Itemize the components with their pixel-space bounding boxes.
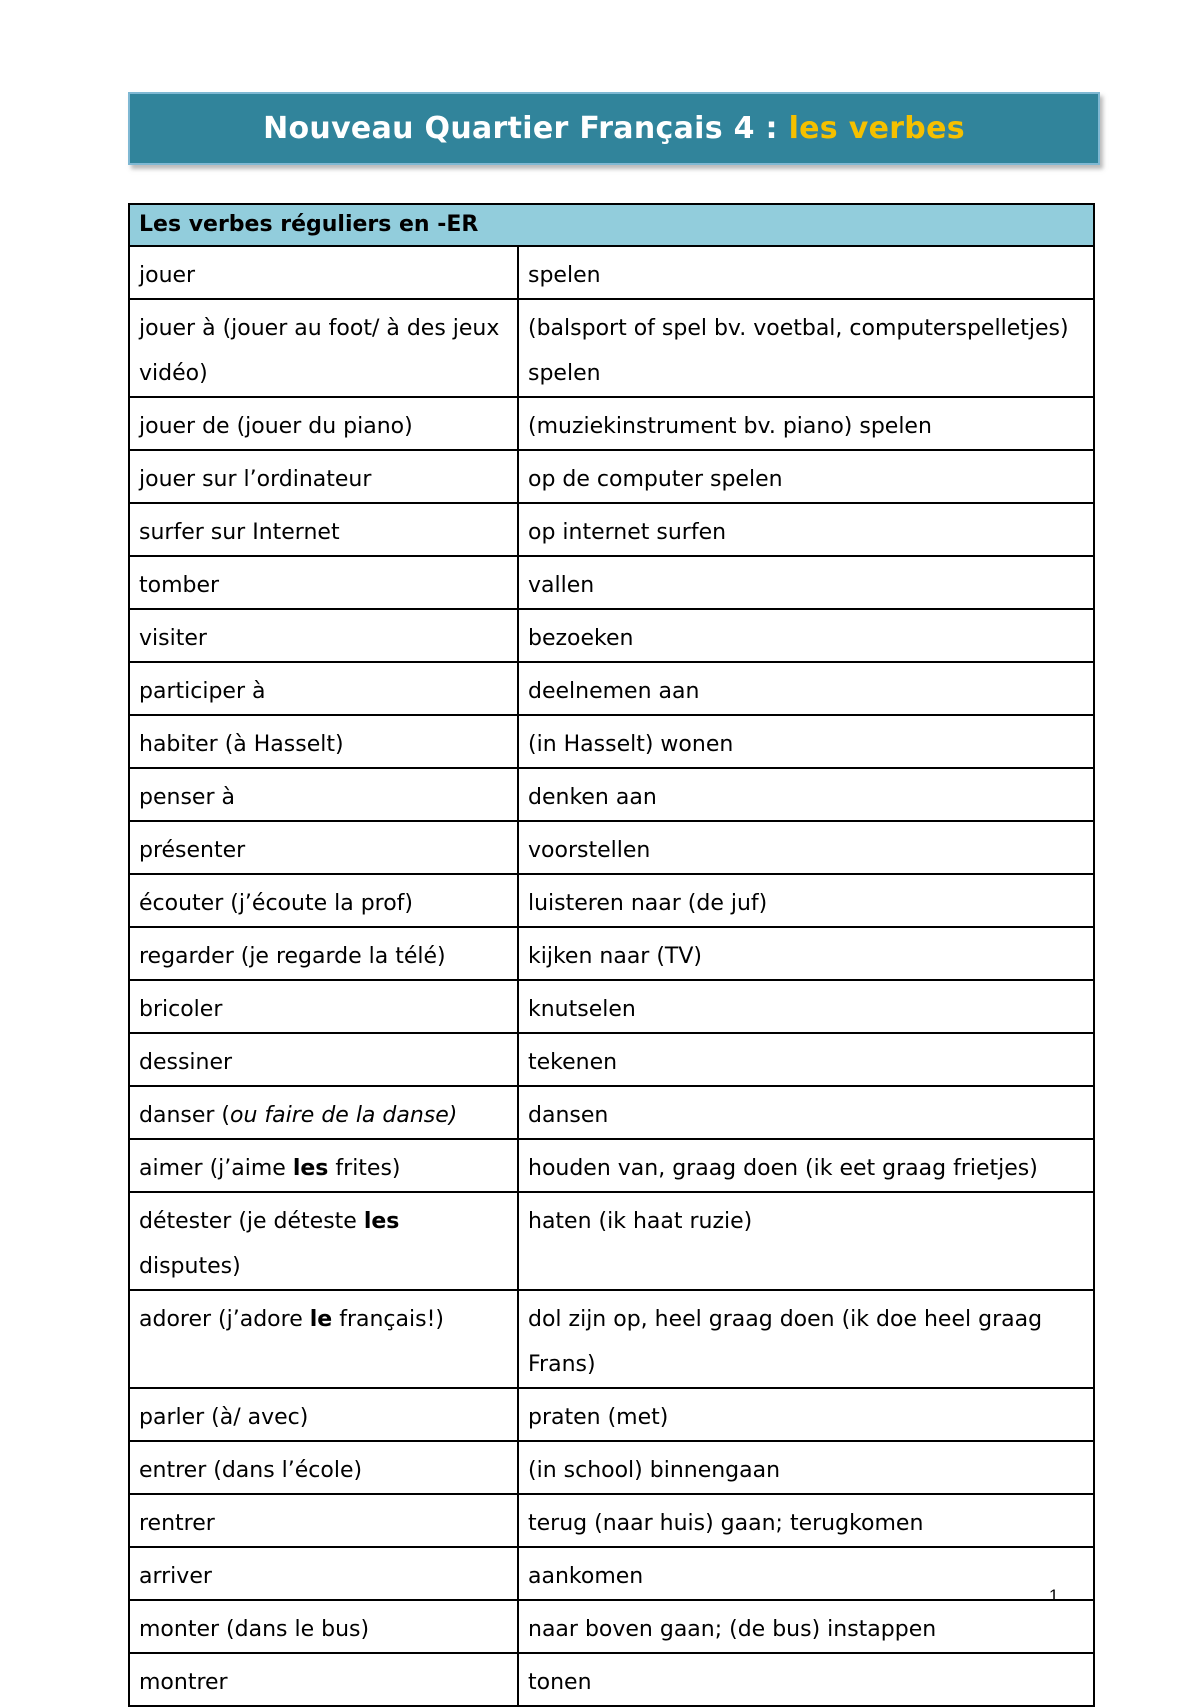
table-row bbox=[129, 1086, 1094, 1139]
table-row bbox=[129, 397, 1094, 450]
verb-text: danser ( bbox=[139, 1103, 231, 1128]
table-row bbox=[129, 1600, 1094, 1653]
dutch-translation: op de computer spelen bbox=[518, 450, 1094, 503]
title-main: Nouveau Quartier Français 4 : bbox=[263, 111, 789, 146]
table-row bbox=[129, 1290, 1094, 1388]
dutch-translation: dansen bbox=[518, 1086, 1094, 1139]
table-row bbox=[129, 609, 1094, 662]
french-verb: penser à bbox=[129, 768, 518, 821]
table-row bbox=[129, 1388, 1094, 1441]
dutch-translation: kijken naar (TV) bbox=[518, 927, 1094, 980]
dutch-translation: (in Hasselt) wonen bbox=[518, 715, 1094, 768]
french-verb: montrer bbox=[129, 1653, 518, 1706]
verb-text-end: frites) bbox=[328, 1156, 401, 1181]
verb-text: détester (je déteste bbox=[139, 1209, 364, 1234]
dutch-translation: tonen bbox=[518, 1653, 1094, 1706]
dutch-translation: praten (met) bbox=[518, 1388, 1094, 1441]
french-verb bbox=[129, 1086, 518, 1139]
table-row bbox=[129, 299, 1094, 397]
french-verb: écouter (j’écoute la prof) bbox=[129, 874, 518, 927]
french-verb: entrer (dans l’école) bbox=[129, 1441, 518, 1494]
dutch-translation: terug (naar huis) gaan; terugkomen bbox=[518, 1494, 1094, 1547]
dutch-translation: dol zijn op, heel graag doen (ik doe heel graag Frans) bbox=[518, 1290, 1094, 1388]
french-verb: monter (dans le bus) bbox=[129, 1600, 518, 1653]
table-row bbox=[129, 556, 1094, 609]
table-row bbox=[129, 1139, 1094, 1192]
french-verb: dessiner bbox=[129, 1033, 518, 1086]
french-verb: visiter bbox=[129, 609, 518, 662]
table-row bbox=[129, 874, 1094, 927]
dutch-translation: haten (ik haat ruzie) bbox=[518, 1192, 1094, 1290]
verb-text-end: disputes) bbox=[139, 1209, 407, 1279]
table-row bbox=[129, 821, 1094, 874]
article-bold: les bbox=[363, 1209, 400, 1234]
dutch-translation: spelen bbox=[518, 246, 1094, 299]
dutch-translation: bezoeken bbox=[518, 609, 1094, 662]
dutch-translation: (balsport of spel bv. voetbal, computerspelletjes) spelen bbox=[518, 299, 1094, 397]
french-verb: bricoler bbox=[129, 980, 518, 1033]
table-row bbox=[129, 503, 1094, 556]
french-verb bbox=[129, 1192, 518, 1290]
table-header-row bbox=[129, 204, 1094, 246]
french-verb: surfer sur Internet bbox=[129, 503, 518, 556]
title-banner bbox=[128, 92, 1100, 165]
dutch-translation: (in school) binnengaan bbox=[518, 1441, 1094, 1494]
table-row bbox=[129, 450, 1094, 503]
french-verb bbox=[129, 1139, 518, 1192]
dutch-translation: vallen bbox=[518, 556, 1094, 609]
french-verb: rentrer bbox=[129, 1494, 518, 1547]
table-header: Les verbes réguliers en -ER bbox=[129, 204, 1094, 246]
table-row bbox=[129, 1033, 1094, 1086]
dutch-translation: voorstellen bbox=[518, 821, 1094, 874]
french-verb: jouer de (jouer du piano) bbox=[129, 397, 518, 450]
table-row bbox=[129, 1494, 1094, 1547]
dutch-translation: knutselen bbox=[518, 980, 1094, 1033]
table-row bbox=[129, 1547, 1094, 1600]
verbs-table bbox=[128, 203, 1095, 1707]
verb-text-end: français!) bbox=[332, 1307, 444, 1332]
french-verb: jouer bbox=[129, 246, 518, 299]
dutch-translation: aankomen bbox=[518, 1547, 1094, 1600]
french-verb: présenter bbox=[129, 821, 518, 874]
table-row bbox=[129, 980, 1094, 1033]
french-verb bbox=[129, 1290, 518, 1388]
verb-note-italic: ou faire de la danse) bbox=[230, 1103, 458, 1128]
table-row bbox=[129, 1192, 1094, 1290]
dutch-translation: op internet surfen bbox=[518, 503, 1094, 556]
dutch-translation: houden van, graag doen (ik eet graag frietjes) bbox=[518, 1139, 1094, 1192]
french-verb: jouer sur l’ordinateur bbox=[129, 450, 518, 503]
french-verb: tomber bbox=[129, 556, 518, 609]
french-verb: regarder (je regarde la télé) bbox=[129, 927, 518, 980]
french-verb: habiter (à Hasselt) bbox=[129, 715, 518, 768]
dutch-translation: tekenen bbox=[518, 1033, 1094, 1086]
table-row bbox=[129, 768, 1094, 821]
french-verb: parler (à/ avec) bbox=[129, 1388, 518, 1441]
table-row bbox=[129, 246, 1094, 299]
article-bold: les bbox=[292, 1156, 329, 1181]
table-row bbox=[129, 927, 1094, 980]
page-number: 1 bbox=[1049, 1586, 1059, 1605]
table-row bbox=[129, 1653, 1094, 1706]
title-accent: les verbes bbox=[788, 111, 965, 146]
verb-text: aimer (j’aime bbox=[139, 1156, 293, 1181]
french-verb: arriver bbox=[129, 1547, 518, 1600]
dutch-translation: denken aan bbox=[518, 768, 1094, 821]
dutch-translation: deelnemen aan bbox=[518, 662, 1094, 715]
dutch-translation: luisteren naar (de juf) bbox=[518, 874, 1094, 927]
french-verb: participer à bbox=[129, 662, 518, 715]
table-row bbox=[129, 662, 1094, 715]
table-row bbox=[129, 1441, 1094, 1494]
verb-text: adorer (j’adore bbox=[139, 1307, 310, 1332]
dutch-translation: (muziekinstrument bv. piano) spelen bbox=[518, 397, 1094, 450]
dutch-translation: naar boven gaan; (de bus) instappen bbox=[518, 1600, 1094, 1653]
article-bold: le bbox=[309, 1307, 333, 1332]
french-verb: jouer à (jouer au foot/ à des jeux vidéo) bbox=[129, 299, 518, 397]
table-row bbox=[129, 715, 1094, 768]
